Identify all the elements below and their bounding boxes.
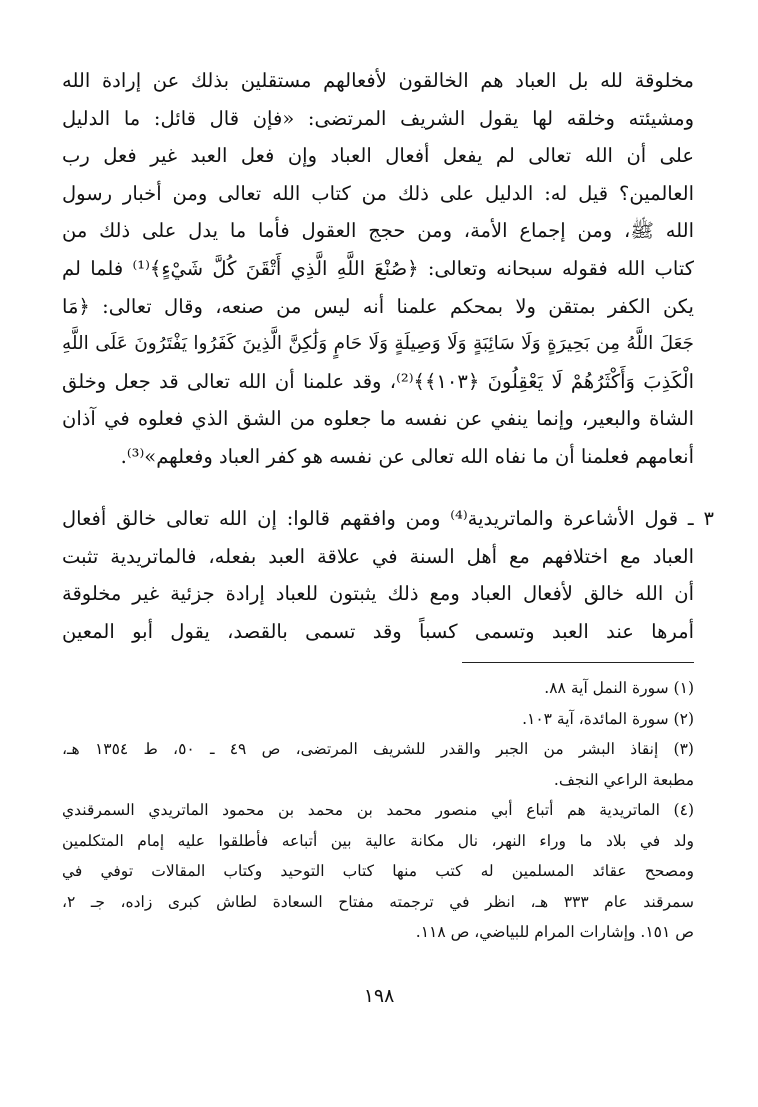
- footnote-2: [62, 704, 694, 735]
- footnote-3: [62, 734, 694, 795]
- body-line: الشاة والبعير، وإنما ينفي عن نفسه ما جعلوه من الشق الذي فعلوه في آذان: [62, 407, 694, 431]
- footnote-text: الماتريدية هم أتباع أبي منصور محمد بن محمد بن محمود الماتريدي السمرقندي: [62, 801, 660, 819]
- footnote-number: (٢): [673, 709, 694, 728]
- footnote-text: إنقاذ البشر من الجبر والقدر للشريف المرتضى، ص ٤٩ ـ ٥٠، ط ١٣٥٤ هـ،: [62, 740, 659, 758]
- footnote-line: مطبعة الراعي النجف.: [553, 770, 694, 789]
- item-line: العباد مع اختلافهم مع أهل السنة في علاقة العبد بفعله، فالماتريدية تثبت: [62, 544, 694, 568]
- footnote-text: سورة النمل آية ٨٨.: [544, 679, 669, 697]
- footnote-line: ولد في بلاد ما وراء النهر، نال مكانة عالية بين أتباعه فأطلقوا عليه إمام المتكلمين: [62, 831, 694, 850]
- footnote-separator: [462, 662, 694, 663]
- quran-verse-line: جَعَلَ اللَّهُ مِن بَحِيرَةٍ وَلَا سَائِبَةٍ وَلَا وَصِيلَةٍ وَلَا حَامٍ وَلَٰكِنَّ الَّذِينَ كَفَرُوا يَفْتَرُونَ عَلَى اللَّهِ: [62, 333, 694, 355]
- main-text-block: [62, 62, 694, 476]
- footnote-line: ومصحح عقائد المسلمين له كتب منها كتاب التوحيد وكتاب المقالات توفي في: [62, 862, 694, 880]
- footnote-text: سورة المائدة، آية ١٠٣.: [522, 709, 669, 728]
- footnotes: [62, 673, 694, 948]
- item-line: أمرها عند العبد وتسمى كسباً وقد تسمى بالقصد، يقول أبو المعين: [62, 619, 694, 643]
- footnote-line: [62, 704, 694, 735]
- footnote-line: [62, 734, 694, 765]
- body-line: الله ﷺ، ومن إجماع الأمة، ومن حجج العقول فأما ما يدل على ذلك من: [62, 219, 694, 243]
- body-line: أنعامهم فعلمنا أن ما نفاه الله تعالى عن نفسه هو كفر العباد وفعلهم»⁽³⁾.: [120, 444, 694, 468]
- item-line: ٣ ـ قول الأشاعرة والماتريدية⁽⁴⁾ ومن وافقهم قالوا: إن الله تعالى خالق أفعال: [62, 507, 714, 530]
- footnote-line: [62, 673, 694, 704]
- body-line: العالمين؟ قيل له: الدليل على ذلك من كتاب الله تعالى ومن أخبار رسول: [62, 181, 694, 205]
- body-line: كتاب الله فقوله سبحانه وتعالى: ﴿صُنْعَ اللَّهِ الَّذِي أَتْقَنَ كُلَّ شَيْءٍ﴾⁽¹⁾ فلما لم: [62, 256, 694, 280]
- page-number: ١٩٨: [363, 985, 395, 1007]
- footnote-1: [62, 673, 694, 704]
- footnote-line: سمرقند عام ٣٣٣ هـ، انظر في ترجمته مفتاح السعادة لطاش كبرى زاده، جـ ٢،: [62, 892, 694, 911]
- body-line: على أن الله تعالى لم يفعل أفعال العباد وإن فعل العبد غير فعل رب: [62, 144, 694, 168]
- footnote-line: ص ١٥١. وإشارات المرام للبياضي، ص ١١٨.: [415, 923, 694, 941]
- footnote-number: (٣): [673, 740, 694, 758]
- numbered-item-3: [62, 500, 714, 650]
- footnote-line: [62, 795, 694, 826]
- body-line: مخلوقة لله بل العباد هم الخالقون لأفعالهم مستقلين بذلك عن إرادة الله: [62, 69, 694, 92]
- footnote-4: [62, 795, 694, 948]
- body-line: ومشيئته وخلقه لها يقول الشريف المرتضى: «فإن قال قائل: ما الدليل: [62, 106, 694, 130]
- item-line: أن الله خالق لأفعال العباد ومع ذلك يثبتون للعباد إرادة جزئية غير مخلوقة: [62, 582, 694, 606]
- quran-verse-line: الْكَذِبَ وَأَكْثَرُهُمْ لَا يَعْقِلُونَ ﴿١٠٣﴾﴾⁽²⁾، وقد علمنا أن الله تعالى قد جعل وخلق: [62, 369, 694, 393]
- footnote-number: (٤): [673, 801, 694, 819]
- footnote-number: (١): [673, 679, 694, 697]
- body-line: يكن الكفر بمتقن ولا بمحكم علمنا أنه ليس من صنعه، وقال تعالى: ﴿مَا: [62, 294, 694, 318]
